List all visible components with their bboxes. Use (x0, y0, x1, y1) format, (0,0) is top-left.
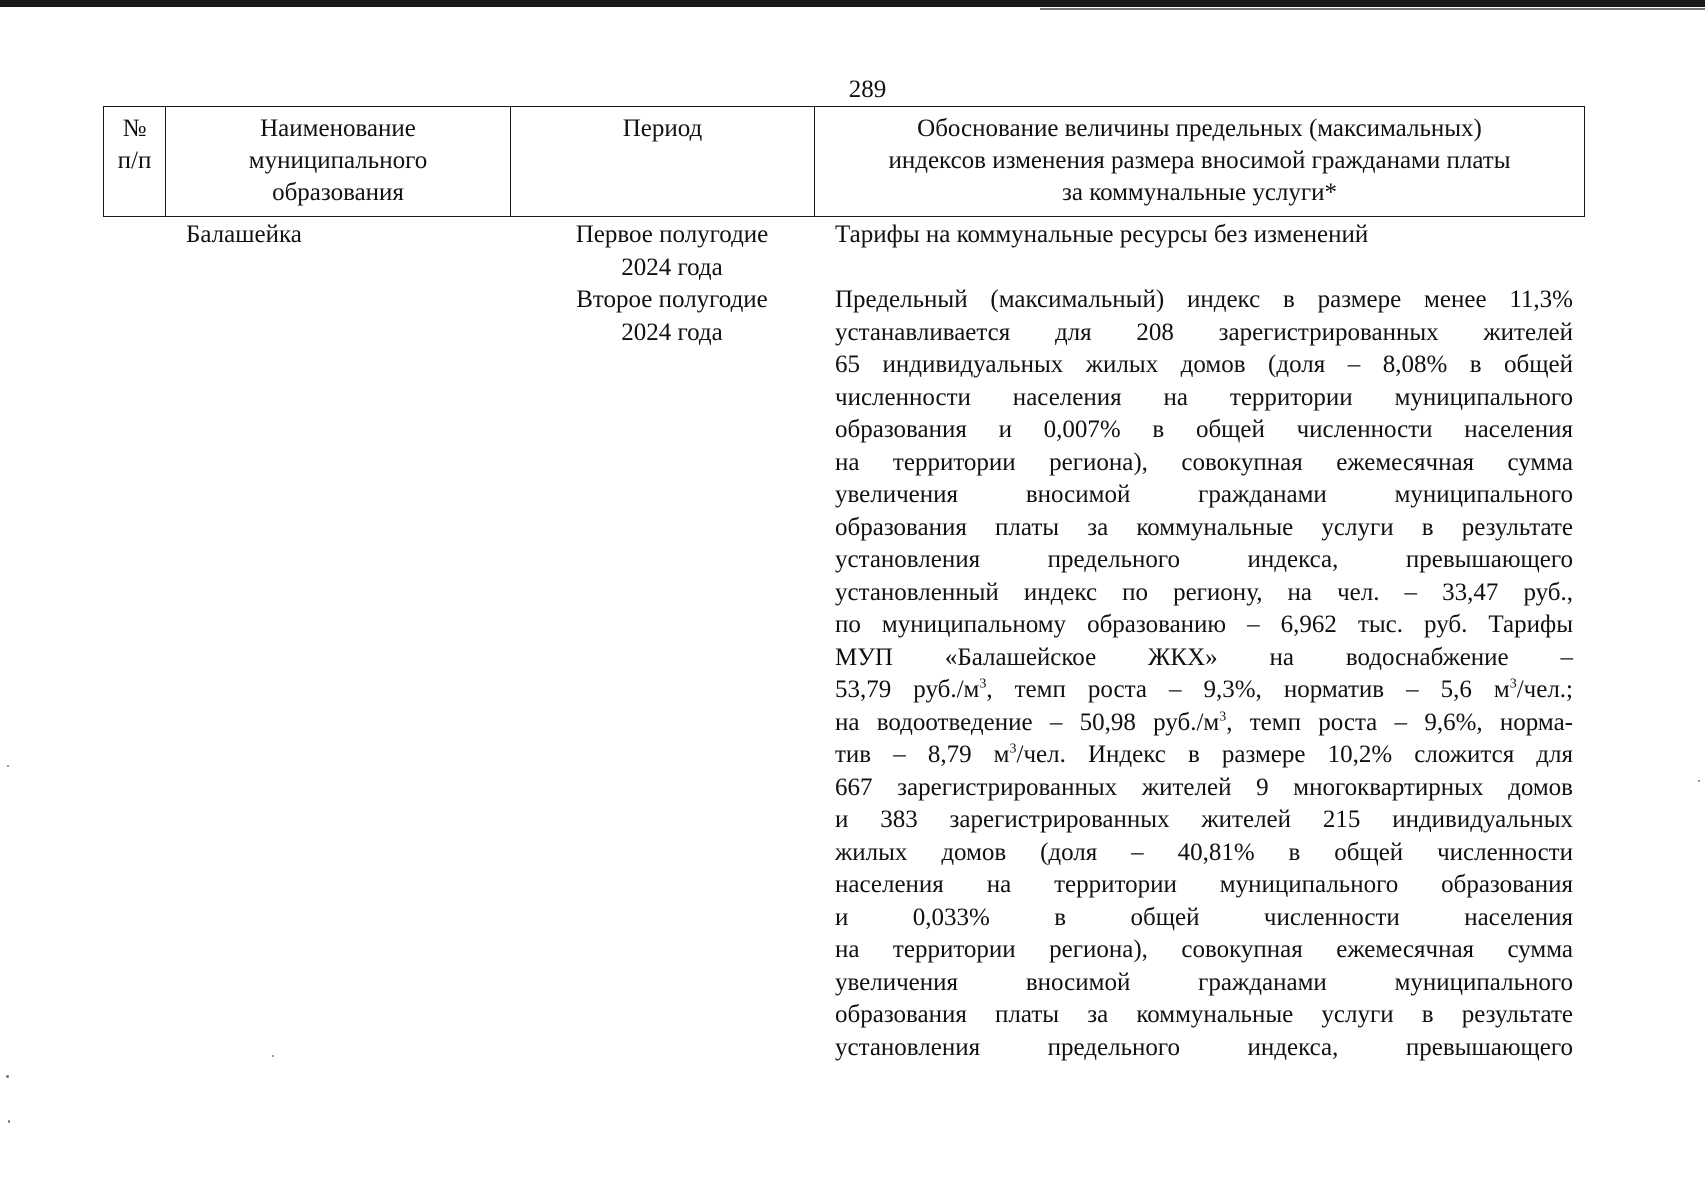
justification-text (835, 284, 1573, 1064)
header-number-line: п/п (117, 147, 152, 174)
scan-speck (8, 1120, 10, 1123)
justification-line: 667 зарегистрированных жителей 9 многоквартирных домов (835, 773, 1573, 801)
scan-speck (272, 1055, 274, 1057)
justification-line: установления предельного индекса, превышающего (835, 1033, 1573, 1061)
header-period (511, 107, 815, 217)
header-period-line: Период (622, 115, 703, 142)
period-cell (544, 219, 800, 349)
superscript: 3 (1009, 741, 1017, 757)
justification-line: увеличения вносимой гражданами муниципального (835, 968, 1573, 996)
header-name (166, 107, 511, 217)
justification-line: МУП «Балашейское ЖКХ» на водоснабжение – (835, 643, 1573, 671)
page-top-border (0, 0, 1705, 7)
justification-line: на водоотведение – 50,98 $руб./м^3$, темп роста – 9,6%, норма- (835, 708, 1573, 736)
justification-line: устанавливается для 208 зарегистрированных жителей (835, 318, 1573, 346)
superscript: 3 (1509, 676, 1517, 692)
justification-line: жилых домов (доля – 40,81% в общей численности (835, 838, 1573, 866)
period-first-line1: Первое полугодие (575, 221, 769, 248)
justification-line: установления предельного индекса, превышающего (835, 546, 1573, 573)
header-justification (815, 107, 1585, 217)
justification-line: образования платы за коммунальные услуги в результате (835, 1001, 1573, 1028)
justification-line: увеличения вносимой гражданами муниципального (835, 481, 1573, 508)
superscript: 3 (1219, 709, 1227, 725)
header-justification-line: индексов изменения размера вносимой гражданами платы (888, 147, 1511, 174)
justification-line: численности населения на территории муниципального (835, 383, 1573, 411)
header-justification-line: за коммунальные услуги* (1061, 179, 1338, 206)
justification-line: установленный индекс по региону, на чел. – 33,47 руб., (835, 578, 1573, 606)
justification-line: на территории региона), совокупная ежемесячная сумма (835, 936, 1573, 963)
justification-line: населения на территории муниципального образования (835, 871, 1573, 898)
table-header (103, 106, 1585, 217)
period-first-line2: 2024 года (621, 253, 723, 281)
header-name-line: муниципального (248, 147, 428, 174)
municipality-name: Балашейка (186, 221, 302, 248)
justification-line: 65 индивидуальных жилых домов (доля – 8,08% в общей (835, 351, 1573, 378)
page-number: 289 (848, 76, 887, 103)
scan-speck (7, 765, 9, 767)
justification-line: образования и 0,007% в общей численности населения (835, 416, 1573, 443)
superscript: 3 (979, 676, 987, 692)
header-name-line: Наименование (260, 115, 416, 142)
justification-line: и 383 зарегистрированных жителей 215 индивидуальных (835, 806, 1573, 833)
justification-line: и 0,033% в общей численности населения (835, 903, 1573, 931)
tariffs-note: Тарифы на коммунальные ресурсы без изменений (835, 221, 1369, 248)
header-number (104, 107, 166, 217)
header-justification-line: Обоснование величины предельных (максимальных) (917, 115, 1482, 142)
justification-line: тив – 8,79 $м^3$/чел. Индекс в размере 10,2% сложится для (835, 741, 1574, 768)
period-second-line1: Второе полугодие (576, 286, 768, 313)
justification-line: на территории региона), совокупная ежемесячная сумма (835, 448, 1573, 476)
header-name-line: образования (272, 179, 404, 206)
period-second-line2: 2024 года (621, 318, 723, 346)
justification-line: образования платы за коммунальные услуги в результате (835, 513, 1573, 541)
justification-line: по муниципальному образованию – 6,962 тыс. руб. Тарифы (835, 611, 1573, 638)
justification-line: Предельный (максимальный) индекс в размере менее 11,3% (835, 286, 1573, 313)
page-top-border-thin (1040, 8, 1705, 10)
scan-speck (6, 1075, 9, 1078)
justification-line: 53,79 $руб./м^3$, темп роста – 9,3%, норматив – 5,6 $м^3$/чел.; (835, 676, 1573, 703)
scan-speck (1698, 780, 1700, 782)
header-number-line: № (122, 115, 147, 142)
